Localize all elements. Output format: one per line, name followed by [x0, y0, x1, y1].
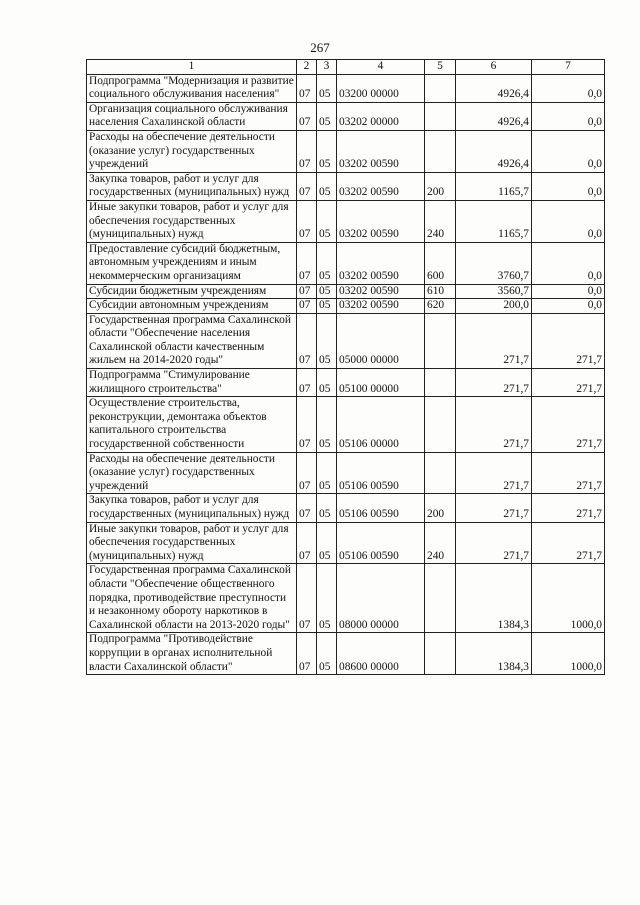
row-name-cell: Иные закупки товаров, работ и услуг для обеспечения государственных (муниципальных) нужд	[87, 200, 297, 242]
row-target-article-cell: 08600 00000	[337, 633, 425, 675]
row-expense-type-cell	[425, 633, 456, 675]
row-name-cell: Государственная программа Сахалинской области "Обеспечение населения Сахалинской области качественным жильем на 2014-2020 годы"	[87, 313, 297, 368]
row-subsection-cell: 05	[317, 494, 337, 522]
table-row	[87, 130, 605, 172]
column-header: 6	[456, 60, 532, 75]
row-amount-cell: 1165,7	[456, 172, 532, 200]
row-section-cell: 07	[297, 452, 317, 494]
row-amount-cell: 200,0	[456, 299, 532, 314]
row-amount-cell: 0,0	[532, 299, 605, 314]
table-row	[87, 633, 605, 675]
row-target-article-cell: 03202 00000	[337, 102, 425, 130]
row-expense-type-cell	[425, 74, 456, 102]
column-header: 5	[425, 60, 456, 75]
row-amount-cell: 1000,0	[532, 633, 605, 675]
row-subsection-cell: 05	[317, 452, 337, 494]
row-section-cell: 07	[297, 522, 317, 564]
row-target-article-cell: 03202 00590	[337, 284, 425, 299]
row-subsection-cell: 05	[317, 284, 337, 299]
row-section-cell: 07	[297, 299, 317, 314]
row-expense-type-cell: 240	[425, 200, 456, 242]
row-name-cell: Субсидии бюджетным учреждениям	[87, 284, 297, 299]
row-subsection-cell: 05	[317, 522, 337, 564]
table-row	[87, 494, 605, 522]
row-target-article-cell: 03202 00590	[337, 242, 425, 284]
row-section-cell: 07	[297, 74, 317, 102]
row-subsection-cell: 05	[317, 633, 337, 675]
table-row	[87, 284, 605, 299]
row-subsection-cell: 05	[317, 130, 337, 172]
table-row	[87, 564, 605, 633]
row-name-cell: Субсидии автономным учреждениям	[87, 299, 297, 314]
row-target-article-cell: 03202 00590	[337, 200, 425, 242]
row-name-cell: Осуществление строительства, реконструкции, демонтажа объектов капитального строительства государственной собственности	[87, 397, 297, 452]
table-row	[87, 313, 605, 368]
row-amount-cell: 271,7	[456, 369, 532, 397]
row-target-article-cell: 05000 00000	[337, 313, 425, 368]
row-name-cell: Закупка товаров, работ и услуг для государственных (муниципальных) нужд	[87, 494, 297, 522]
column-header: 4	[337, 60, 425, 75]
row-target-article-cell: 03200 00000	[337, 74, 425, 102]
row-name-cell: Организация социального обслуживания населения Сахалинской области	[87, 102, 297, 130]
row-amount-cell: 1165,7	[456, 200, 532, 242]
row-subsection-cell: 05	[317, 200, 337, 242]
row-amount-cell: 271,7	[456, 452, 532, 494]
row-subsection-cell: 05	[317, 172, 337, 200]
row-amount-cell: 271,7	[456, 494, 532, 522]
row-amount-cell: 1384,3	[456, 633, 532, 675]
row-amount-cell: 271,7	[532, 313, 605, 368]
row-amount-cell: 271,7	[456, 313, 532, 368]
row-subsection-cell: 05	[317, 564, 337, 633]
row-subsection-cell: 05	[317, 313, 337, 368]
row-section-cell: 07	[297, 633, 317, 675]
column-header: 1	[87, 60, 297, 75]
row-amount-cell: 0,0	[532, 242, 605, 284]
table-row	[87, 74, 605, 102]
column-header: 3	[317, 60, 337, 75]
row-expense-type-cell	[425, 564, 456, 633]
row-subsection-cell: 05	[317, 102, 337, 130]
row-target-article-cell: 08000 00000	[337, 564, 425, 633]
row-section-cell: 07	[297, 242, 317, 284]
row-expense-type-cell: 200	[425, 494, 456, 522]
row-subsection-cell: 05	[317, 397, 337, 452]
row-expense-type-cell: 240	[425, 522, 456, 564]
row-section-cell: 07	[297, 494, 317, 522]
row-name-cell: Иные закупки товаров, работ и услуг для обеспечения государственных (муниципальных) нужд	[87, 522, 297, 564]
row-section-cell: 07	[297, 172, 317, 200]
header-row	[87, 60, 605, 75]
table-row	[87, 242, 605, 284]
row-amount-cell: 271,7	[456, 522, 532, 564]
row-amount-cell: 4926,4	[456, 130, 532, 172]
row-name-cell: Расходы на обеспечение деятельности (оказание услуг) государственных учреждений	[87, 130, 297, 172]
table-row	[87, 452, 605, 494]
row-target-article-cell: 03202 00590	[337, 299, 425, 314]
row-subsection-cell: 05	[317, 74, 337, 102]
row-section-cell: 07	[297, 200, 317, 242]
row-expense-type-cell	[425, 452, 456, 494]
budget-table	[86, 59, 605, 675]
table-row	[87, 369, 605, 397]
row-amount-cell: 0,0	[532, 130, 605, 172]
row-subsection-cell: 05	[317, 369, 337, 397]
row-amount-cell: 0,0	[532, 102, 605, 130]
row-target-article-cell: 05100 00000	[337, 369, 425, 397]
table-row	[87, 299, 605, 314]
row-section-cell: 07	[297, 284, 317, 299]
row-expense-type-cell	[425, 397, 456, 452]
row-amount-cell: 4926,4	[456, 74, 532, 102]
table-row	[87, 102, 605, 130]
row-amount-cell: 3560,7	[456, 284, 532, 299]
row-amount-cell: 0,0	[532, 284, 605, 299]
row-amount-cell: 1384,3	[456, 564, 532, 633]
row-section-cell: 07	[297, 397, 317, 452]
row-amount-cell: 271,7	[532, 494, 605, 522]
row-subsection-cell: 05	[317, 242, 337, 284]
row-target-article-cell: 05106 00590	[337, 452, 425, 494]
table-row	[87, 522, 605, 564]
row-amount-cell: 1000,0	[532, 564, 605, 633]
row-name-cell: Предоставление субсидий бюджетным, автономным учреждениям и иным некоммерческим организациям	[87, 242, 297, 284]
row-name-cell: Подпрограмма "Противодействие коррупции в органах исполнительной власти Сахалинской области"	[87, 633, 297, 675]
column-header: 7	[532, 60, 605, 75]
row-amount-cell: 271,7	[532, 397, 605, 452]
row-section-cell: 07	[297, 130, 317, 172]
row-expense-type-cell: 600	[425, 242, 456, 284]
row-expense-type-cell	[425, 130, 456, 172]
row-amount-cell: 271,7	[532, 522, 605, 564]
row-amount-cell: 271,7	[532, 369, 605, 397]
table-body	[87, 74, 605, 675]
row-name-cell: Государственная программа Сахалинской области "Обеспечение общественного порядка, противодействие преступности и незаконному обороту наркотиков в Сахалинской области на 2013-2020 годы"	[87, 564, 297, 633]
row-amount-cell: 0,0	[532, 74, 605, 102]
table-row	[87, 172, 605, 200]
row-name-cell: Подпрограмма "Стимулирование жилищного строительства"	[87, 369, 297, 397]
row-name-cell: Расходы на обеспечение деятельности (оказание услуг) государственных учреждений	[87, 452, 297, 494]
row-expense-type-cell: 200	[425, 172, 456, 200]
row-target-article-cell: 03202 00590	[337, 172, 425, 200]
row-amount-cell: 271,7	[456, 397, 532, 452]
row-target-article-cell: 03202 00590	[337, 130, 425, 172]
row-subsection-cell: 05	[317, 299, 337, 314]
page-number: 267	[310, 40, 330, 55]
row-name-cell: Подпрограмма "Модернизация и развитие социального обслуживания населения"	[87, 74, 297, 102]
column-header: 2	[297, 60, 317, 75]
table-row	[87, 200, 605, 242]
row-section-cell: 07	[297, 369, 317, 397]
row-name-cell: Закупка товаров, работ и услуг для государственных (муниципальных) нужд	[87, 172, 297, 200]
row-expense-type-cell: 610	[425, 284, 456, 299]
row-amount-cell: 0,0	[532, 200, 605, 242]
row-section-cell: 07	[297, 564, 317, 633]
row-amount-cell: 4926,4	[456, 102, 532, 130]
row-amount-cell: 0,0	[532, 172, 605, 200]
row-expense-type-cell	[425, 369, 456, 397]
row-target-article-cell: 05106 00000	[337, 397, 425, 452]
row-target-article-cell: 05106 00590	[337, 494, 425, 522]
row-section-cell: 07	[297, 313, 317, 368]
row-expense-type-cell	[425, 102, 456, 130]
row-section-cell: 07	[297, 102, 317, 130]
table-row	[87, 397, 605, 452]
row-expense-type-cell	[425, 313, 456, 368]
row-amount-cell: 271,7	[532, 452, 605, 494]
row-expense-type-cell: 620	[425, 299, 456, 314]
row-target-article-cell: 05106 00590	[337, 522, 425, 564]
row-amount-cell: 3760,7	[456, 242, 532, 284]
